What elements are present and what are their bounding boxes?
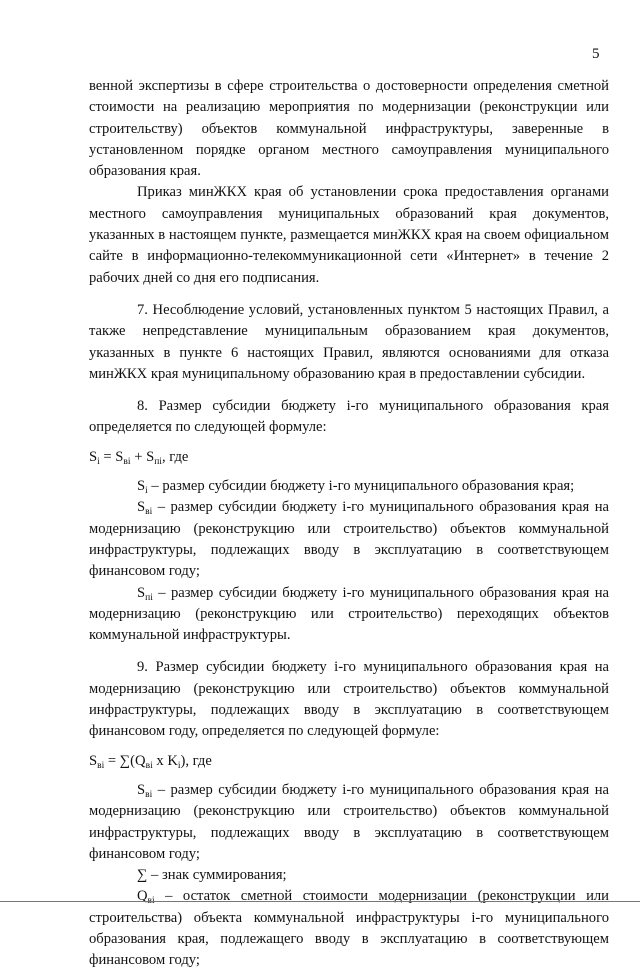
paragraph-item-8: 8. Размер субсидии бюджету i-го муниципального образования края определяется по следующей формуле: [89,398,609,436]
paragraph-order-publication: Приказ минЖКХ края об установлении срока предоставления органами местного самоуправления муниципальных образований края документов, указанных в настоящем пункте, размещается минЖКХ края на своем официальном сайте в информационно-телекоммуникационной сети «Интернет» в течение 2 рабочих дней со дня его подписания. [89,184,609,286]
paragraph-item-9: 9. Размер субсидии бюджету i-го муниципального образования края на модернизацию (реконструкцию или строительство) объектов коммунальной инфраструктуры, подлежащих вводу в эксплуатацию в соответствующем финансовом году, определяется по следующей формуле: [89,659,609,740]
formula-subsidy-total: $S_i = S_{вi} + S_{пi}$, где [89,448,189,467]
paragraph-item-7: 7. Несоблюдение условий, установленных пунктом 5 настоящих Правил, а также непредставление муниципальным образованием края документов, указанных в пункте 6 настоящих Правил, являются основаниями для отказа минЖКХ края муниципальному образованию края в предоставлении субсидии. [89,301,609,382]
definition-svi: $S_{вi}$ – размер субсидии бюджету i-го муниципального образования края на модернизацию (реконструкцию или строительство) объектов коммунальной инфраструктуры, подлежащих вводу в эксплуатацию в соответствующем финансовом году; [89,499,609,580]
page-bottom-edge [0,901,640,902]
definition-qvi: $Q_{вi}$ – остаток сметной стоимости модернизации (реконструкции или строительства) объекта коммунальной инфраструктуры i-го муниципального образования края, подлежащего вводу в эксплуатацию в соответствующем финансовом году; [89,888,609,969]
definition-spi: $S_{пi}$ – размер субсидии бюджету i-го муниципального образования края на модернизацию (реконструкцию или строительство) переходящих объектов коммунальной инфраструктуры. [89,584,609,644]
formula-subsidy-new-objects: $S_{вi} = \sum(Q_{вi}$ x $K_i$), где [89,752,212,771]
definition-si: $S_i$ – размер субсидии бюджету i-го муниципального образования края; [137,478,575,497]
definition-sum-sign: ∑ – знак суммирования; [137,867,287,884]
paragraph-expertise-continuation: венной экспертизы в сфере строительства о достоверности определения сметной стоимости на реализацию мероприятия по модернизации (реконструкции или строительству) объектов коммунальной инфраструктуры, заверенные в установленном порядке органом местного самоуправления муниципального образования края. [89,78,609,180]
document-body [89,76,609,972]
page-number: 5 [592,46,600,62]
definition-svi-repeat: $S_{вi}$ – размер субсидии бюджету i-го муниципального образования края на модернизацию (реконструкцию или строительство) объектов коммунальной инфраструктуры, подлежащих вводу в эксплуатацию в соответствующем финансовом году; [89,781,609,862]
